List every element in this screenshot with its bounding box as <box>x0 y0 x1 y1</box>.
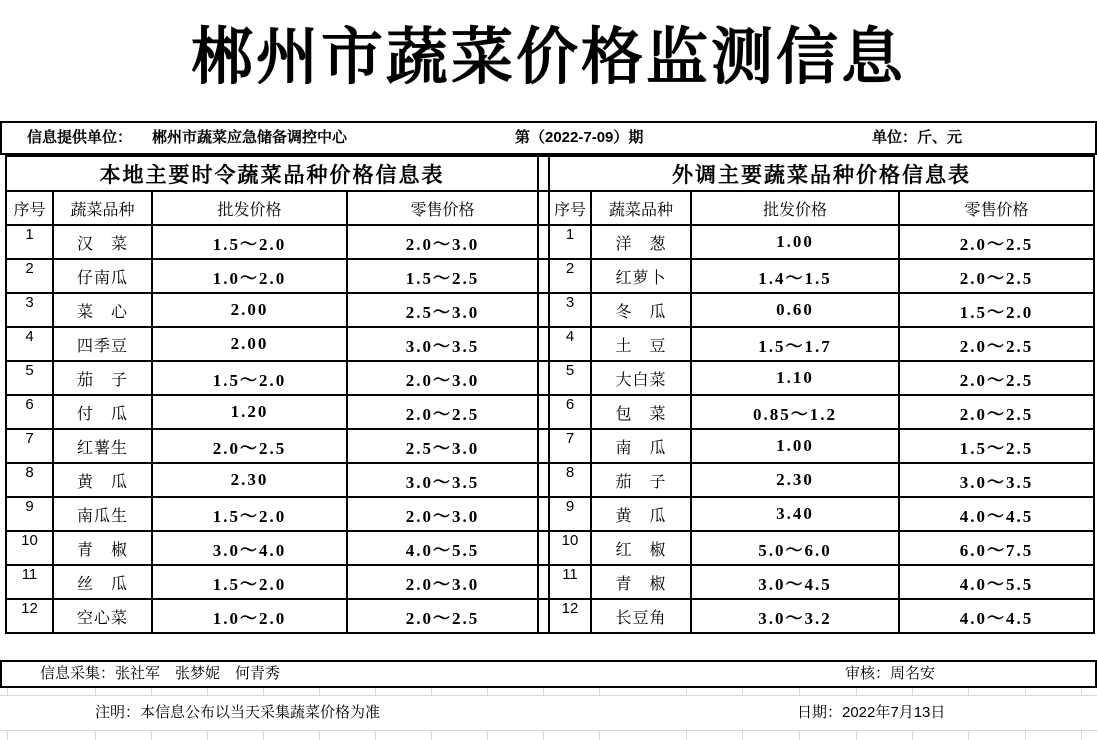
vegetable-name: 空心菜 <box>53 599 152 633</box>
row-number: 5 <box>6 361 53 395</box>
vegetable-name: 冬 瓜 <box>591 293 691 327</box>
row-number: 8 <box>549 463 591 497</box>
wholesale-price: 0.85～1.2 <box>691 395 899 429</box>
vegetable-name: 南 瓜 <box>591 429 691 463</box>
table-spacer-cell <box>538 429 549 463</box>
info-unit: 单位：斤、元 <box>872 129 963 146</box>
retail-price: 2.0～2.5 <box>899 327 1094 361</box>
wholesale-price: 1.0～2.0 <box>152 259 347 293</box>
vegetable-name: 大白菜 <box>591 361 691 395</box>
table-spacer-cell <box>538 259 549 293</box>
table-spacer-cell <box>538 599 549 633</box>
table-spacer-cell <box>538 225 549 259</box>
retail-price: 2.5～3.0 <box>347 429 538 463</box>
wholesale-price: 1.00 <box>691 429 899 463</box>
retail-price: 2.0～2.5 <box>899 259 1094 293</box>
vegetable-name: 土 豆 <box>591 327 691 361</box>
table-spacer-cell <box>538 395 549 429</box>
table-spacer-cell <box>538 327 549 361</box>
collectors-text: 信息采集：张社军 张梦妮 何青秀 <box>40 665 281 682</box>
vegetable-name: 汉 菜 <box>53 225 152 259</box>
wholesale-price: 1.4～1.5 <box>691 259 899 293</box>
retail-price: 1.5～2.5 <box>899 429 1094 463</box>
info-provider-value: 郴州市蔬菜应急储备调控中心 <box>152 129 348 146</box>
grid-line <box>263 731 264 740</box>
grid-line <box>912 731 913 740</box>
table-row <box>6 463 1094 497</box>
date-text: 日期：2022年7月13日 <box>797 704 946 721</box>
grid-line <box>799 688 800 695</box>
retail-price: 2.5～3.0 <box>347 293 538 327</box>
grid-line <box>968 688 969 695</box>
grid-line <box>263 688 264 695</box>
wholesale-price: 1.00 <box>691 225 899 259</box>
vegetable-name: 红 椒 <box>591 531 691 565</box>
row-number: 3 <box>549 293 591 327</box>
grid-line <box>7 731 8 740</box>
table-header-row <box>6 191 1094 225</box>
grid-line <box>487 731 488 740</box>
retail-price: 4.0～4.5 <box>899 599 1094 633</box>
row-number: 12 <box>549 599 591 633</box>
vegetable-name: 黄 瓜 <box>591 497 691 531</box>
row-number: 5 <box>549 361 591 395</box>
retail-price: 2.0～2.5 <box>899 225 1094 259</box>
grid-line <box>742 688 743 695</box>
retail-price: 3.0～3.5 <box>899 463 1094 497</box>
grid-line <box>95 688 96 695</box>
table-spacer-cell <box>538 191 549 225</box>
row-number: 8 <box>6 463 53 497</box>
wholesale-price: 2.00 <box>152 293 347 327</box>
local-table-title: 本地主要时令蔬菜品种价格信息表 <box>6 156 538 191</box>
table-row <box>6 565 1094 599</box>
row-number: 9 <box>6 497 53 531</box>
row-number: 10 <box>6 531 53 565</box>
vegetable-name: 茄 子 <box>591 463 691 497</box>
wholesale-price: 1.5～2.0 <box>152 225 347 259</box>
row-number: 2 <box>549 259 591 293</box>
footer-note-row <box>0 695 1097 731</box>
row-number: 10 <box>549 531 591 565</box>
vegetable-name: 南瓜生 <box>53 497 152 531</box>
grid-line <box>686 731 687 740</box>
table-spacer-cell <box>538 531 549 565</box>
info-issue-number: 第（2022-7-09）期 <box>515 129 644 146</box>
wholesale-price: 1.5～2.0 <box>152 497 347 531</box>
wholesale-price: 2.30 <box>691 463 899 497</box>
grid-line <box>207 688 208 695</box>
row-number: 2 <box>6 259 53 293</box>
vegetable-name: 丝 瓜 <box>53 565 152 599</box>
retail-price: 2.0～3.0 <box>347 497 538 531</box>
table-spacer-cell <box>538 293 549 327</box>
retail-price: 4.0～5.5 <box>347 531 538 565</box>
wholesale-price: 2.0～2.5 <box>152 429 347 463</box>
table-row <box>6 497 1094 531</box>
retail-price: 6.0～7.5 <box>899 531 1094 565</box>
col-header-retail: 零售价格 <box>347 191 538 225</box>
row-number: 6 <box>6 395 53 429</box>
col-header-index: 序号 <box>549 191 591 225</box>
wholesale-price: 2.00 <box>152 327 347 361</box>
table-row <box>6 429 1094 463</box>
vegetable-name: 青 椒 <box>53 531 152 565</box>
price-tables <box>5 155 1095 634</box>
row-number: 4 <box>549 327 591 361</box>
grid-line <box>95 731 96 740</box>
table-row <box>6 293 1094 327</box>
grid-line <box>487 688 488 695</box>
col-header-vegetable: 蔬菜品种 <box>591 191 691 225</box>
grid-line <box>375 731 376 740</box>
grid-line <box>151 688 152 695</box>
row-number: 7 <box>549 429 591 463</box>
col-header-retail: 零售价格 <box>899 191 1094 225</box>
grid-line <box>1025 731 1026 740</box>
wholesale-price: 1.5～1.7 <box>691 327 899 361</box>
reviewer-text: 审核：周名安 <box>845 665 936 682</box>
table-title-row <box>6 156 1094 191</box>
vegetable-name: 洋 葱 <box>591 225 691 259</box>
row-number: 3 <box>6 293 53 327</box>
table-spacer-cell <box>538 361 549 395</box>
footer-credits-row <box>0 660 1097 688</box>
col-header-index: 序号 <box>6 191 53 225</box>
grid-line <box>686 688 687 695</box>
wholesale-price: 5.0～6.0 <box>691 531 899 565</box>
vegetable-name: 长豆角 <box>591 599 691 633</box>
info-bar <box>0 121 1097 155</box>
price-table-body <box>6 156 1094 633</box>
table-spacer-cell <box>538 156 549 191</box>
vegetable-name: 四季豆 <box>53 327 152 361</box>
retail-price: 2.0～3.0 <box>347 361 538 395</box>
grid-line <box>151 731 152 740</box>
grid-line <box>543 731 544 740</box>
row-number: 1 <box>549 225 591 259</box>
vegetable-name: 付 瓜 <box>53 395 152 429</box>
wholesale-price: 1.10 <box>691 361 899 395</box>
grid-line <box>799 731 800 740</box>
col-header-wholesale: 批发价格 <box>152 191 347 225</box>
table-spacer-cell <box>538 497 549 531</box>
vegetable-name: 黄 瓜 <box>53 463 152 497</box>
grid-line <box>207 731 208 740</box>
grid-line <box>375 688 376 695</box>
grid-line <box>319 731 320 740</box>
imported-table-title: 外调主要蔬菜品种价格信息表 <box>549 156 1094 191</box>
retail-price: 2.0～3.0 <box>347 225 538 259</box>
retail-price: 4.0～4.5 <box>899 497 1094 531</box>
vegetable-name: 红薯生 <box>53 429 152 463</box>
retail-price: 2.0～2.5 <box>899 361 1094 395</box>
vegetable-name: 菜 心 <box>53 293 152 327</box>
table-spacer-cell <box>538 463 549 497</box>
col-header-vegetable: 蔬菜品种 <box>53 191 152 225</box>
row-number: 12 <box>6 599 53 633</box>
retail-price: 3.0～3.5 <box>347 327 538 361</box>
col-header-wholesale: 批发价格 <box>691 191 899 225</box>
retail-price: 1.5～2.0 <box>899 293 1094 327</box>
row-number: 7 <box>6 429 53 463</box>
table-row <box>6 327 1094 361</box>
wholesale-price: 3.0～3.2 <box>691 599 899 633</box>
grid-line <box>599 688 600 695</box>
wholesale-price: 3.0～4.5 <box>691 565 899 599</box>
wholesale-price: 1.5～2.0 <box>152 565 347 599</box>
wholesale-price: 1.5～2.0 <box>152 361 347 395</box>
vegetable-name: 红萝卜 <box>591 259 691 293</box>
grid-line <box>1081 688 1082 695</box>
table-row <box>6 361 1094 395</box>
table-spacer-cell <box>538 565 549 599</box>
grid-line <box>431 688 432 695</box>
row-number: 6 <box>549 395 591 429</box>
retail-price: 4.0～5.5 <box>899 565 1094 599</box>
vegetable-name: 青 椒 <box>591 565 691 599</box>
row-number: 4 <box>6 327 53 361</box>
table-row <box>6 395 1094 429</box>
grid-line <box>856 731 857 740</box>
vegetable-name: 包 菜 <box>591 395 691 429</box>
info-provider-label: 信息提供单位： <box>27 129 133 146</box>
table-row <box>6 225 1094 259</box>
page-title: 郴州市蔬菜价格监测信息 <box>190 23 906 92</box>
grid-line <box>431 731 432 740</box>
note-text: 注明：本信息公布以当天采集蔬菜价格为准 <box>95 704 381 721</box>
grid-line <box>1025 688 1026 695</box>
table-row <box>6 599 1094 633</box>
grid-line <box>319 688 320 695</box>
row-number: 11 <box>6 565 53 599</box>
table-row <box>6 259 1094 293</box>
grid-line <box>7 688 8 695</box>
wholesale-price: 2.30 <box>152 463 347 497</box>
row-number: 9 <box>549 497 591 531</box>
spreadsheet-grid-strip <box>0 731 1097 740</box>
retail-price: 3.0～3.5 <box>347 463 538 497</box>
grid-line <box>856 688 857 695</box>
vegetable-name: 仔南瓜 <box>53 259 152 293</box>
grid-line <box>543 688 544 695</box>
wholesale-price: 3.40 <box>691 497 899 531</box>
retail-price: 2.0～2.5 <box>347 395 538 429</box>
wholesale-price: 1.20 <box>152 395 347 429</box>
grid-line <box>1081 731 1082 740</box>
grid-line <box>968 731 969 740</box>
row-number: 1 <box>6 225 53 259</box>
wholesale-price: 0.60 <box>691 293 899 327</box>
retail-price: 2.0～2.5 <box>899 395 1094 429</box>
retail-price: 1.5～2.5 <box>347 259 538 293</box>
table-row <box>6 531 1094 565</box>
retail-price: 2.0～2.5 <box>347 599 538 633</box>
grid-line <box>912 688 913 695</box>
grid-line <box>742 731 743 740</box>
wholesale-price: 3.0～4.0 <box>152 531 347 565</box>
grid-line <box>599 731 600 740</box>
row-number: 11 <box>549 565 591 599</box>
retail-price: 2.0～3.0 <box>347 565 538 599</box>
vegetable-name: 茄 子 <box>53 361 152 395</box>
wholesale-price: 1.0～2.0 <box>152 599 347 633</box>
